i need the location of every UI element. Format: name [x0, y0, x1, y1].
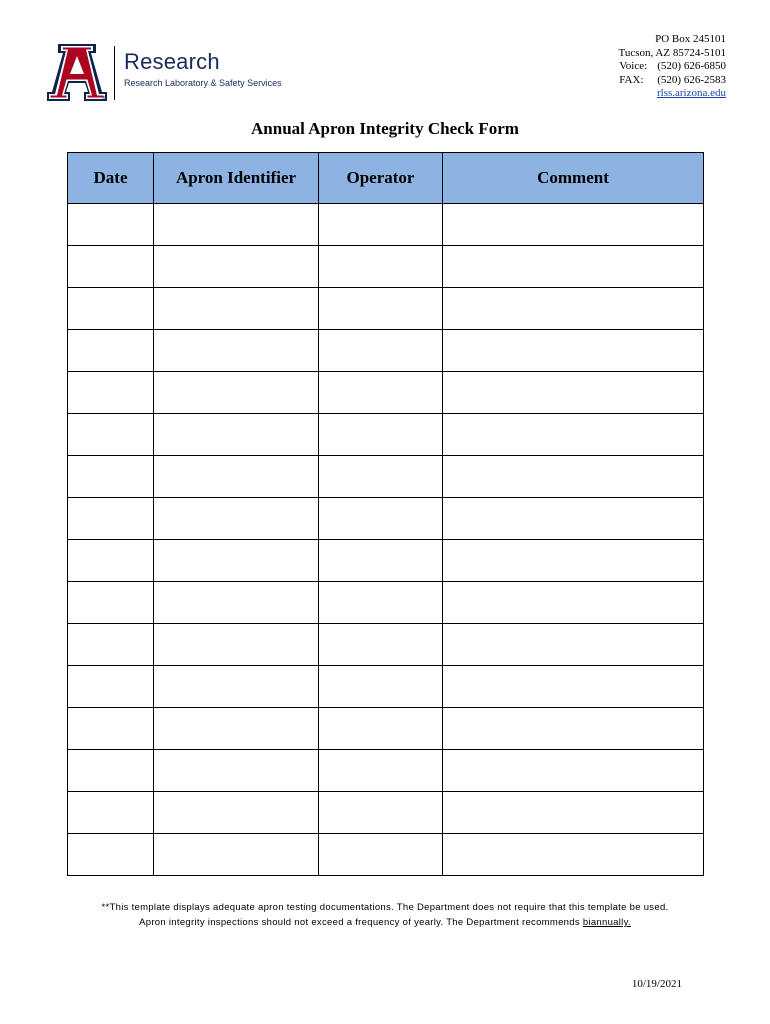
operator-cell[interactable] [319, 246, 443, 288]
table-row [68, 456, 704, 498]
operator-cell[interactable] [319, 666, 443, 708]
date-cell[interactable] [68, 540, 154, 582]
apron-check-table [67, 152, 704, 876]
university-a-logo-icon [44, 44, 110, 102]
column-header-comment: Comment [443, 153, 704, 204]
operator-cell[interactable] [319, 708, 443, 750]
date-cell[interactable] [68, 372, 154, 414]
apron-identifier-cell[interactable] [154, 666, 319, 708]
date-cell[interactable] [68, 414, 154, 456]
fax-label: FAX: [619, 73, 644, 86]
apron-identifier-cell[interactable] [154, 498, 319, 540]
table-row [68, 750, 704, 792]
table-header-row [68, 153, 704, 204]
column-header-date: Date [68, 153, 154, 204]
comment-cell[interactable] [443, 750, 704, 792]
website-link[interactable]: rlss.arizona.edu [656, 87, 726, 99]
footer-note [100, 900, 670, 930]
date-cell[interactable] [68, 750, 154, 792]
brand-subtitle: Research Laboratory & Safety Services [124, 78, 282, 88]
date-cell[interactable] [68, 582, 154, 624]
fax-row [619, 74, 726, 88]
apron-identifier-cell[interactable] [154, 750, 319, 792]
comment-cell[interactable] [443, 498, 704, 540]
comment-cell[interactable] [443, 540, 704, 582]
apron-identifier-cell[interactable] [154, 456, 319, 498]
comment-cell[interactable] [443, 204, 704, 246]
operator-cell[interactable] [319, 582, 443, 624]
date-cell[interactable] [68, 792, 154, 834]
date-cell[interactable] [68, 246, 154, 288]
date-cell[interactable] [68, 498, 154, 540]
apron-identifier-cell[interactable] [154, 330, 319, 372]
table-body [68, 204, 704, 876]
voice-row [619, 60, 726, 74]
date-cell[interactable] [68, 666, 154, 708]
comment-cell[interactable] [443, 792, 704, 834]
apron-identifier-cell[interactable] [154, 246, 319, 288]
comment-cell[interactable] [443, 330, 704, 372]
table-row [68, 414, 704, 456]
comment-cell[interactable] [443, 456, 704, 498]
apron-identifier-cell[interactable] [154, 204, 319, 246]
table-row [68, 372, 704, 414]
comment-cell[interactable] [443, 666, 704, 708]
table-row [68, 498, 704, 540]
table-row [68, 792, 704, 834]
table-row [68, 246, 704, 288]
brand-block [124, 50, 282, 88]
date-cell[interactable] [68, 834, 154, 876]
address-line-2: Tucson, AZ 85724-5101 [618, 46, 726, 59]
apron-identifier-cell[interactable] [154, 708, 319, 750]
table-row [68, 666, 704, 708]
logo-divider [114, 46, 115, 100]
table-row [68, 582, 704, 624]
comment-cell[interactable] [443, 414, 704, 456]
operator-cell[interactable] [319, 330, 443, 372]
table-row [68, 288, 704, 330]
apron-identifier-cell[interactable] [154, 414, 319, 456]
comment-cell[interactable] [443, 834, 704, 876]
comment-cell[interactable] [443, 246, 704, 288]
apron-identifier-cell[interactable] [154, 582, 319, 624]
operator-cell[interactable] [319, 624, 443, 666]
operator-cell[interactable] [319, 288, 443, 330]
brand-name: Research [124, 49, 220, 74]
operator-cell[interactable] [319, 456, 443, 498]
fax-number: (520) 626-2583 [657, 73, 726, 86]
voice-number: (520) 626-6850 [657, 60, 726, 72]
operator-cell[interactable] [319, 834, 443, 876]
operator-cell[interactable] [319, 792, 443, 834]
operator-cell[interactable] [319, 540, 443, 582]
table-row [68, 708, 704, 750]
table-row [68, 330, 704, 372]
apron-identifier-cell[interactable] [154, 540, 319, 582]
date-cell[interactable] [68, 624, 154, 666]
date-cell[interactable] [68, 288, 154, 330]
comment-cell[interactable] [443, 372, 704, 414]
form-title: Annual Apron Integrity Check Form [251, 119, 519, 138]
apron-identifier-cell[interactable] [154, 372, 319, 414]
date-cell[interactable] [68, 204, 154, 246]
table-row [68, 624, 704, 666]
voice-label: Voice: [619, 60, 648, 72]
apron-identifier-cell[interactable] [154, 834, 319, 876]
comment-cell[interactable] [443, 624, 704, 666]
table-row [68, 204, 704, 246]
operator-cell[interactable] [319, 204, 443, 246]
operator-cell[interactable] [319, 498, 443, 540]
apron-identifier-cell[interactable] [154, 792, 319, 834]
apron-identifier-cell[interactable] [154, 624, 319, 666]
document-date: 10/19/2021 [631, 978, 682, 990]
date-cell[interactable] [68, 330, 154, 372]
operator-cell[interactable] [319, 414, 443, 456]
date-cell[interactable] [68, 708, 154, 750]
operator-cell[interactable] [319, 750, 443, 792]
footer-note-emphasis: biannually. [582, 917, 631, 928]
footer-note-text: **This template displays adequate apron testing documentations. The Department does not require that this template be used. Apron integrity inspections should not exceed a frequency of yearly. The Department recommends [101, 902, 669, 928]
table-row [68, 834, 704, 876]
address-line-1: PO Box 245101 [655, 33, 726, 45]
comment-cell[interactable] [443, 288, 704, 330]
svg-text:®: ® [102, 96, 106, 102]
column-header-operator: Operator [319, 153, 443, 204]
comment-cell[interactable] [443, 582, 704, 624]
operator-cell[interactable] [319, 372, 443, 414]
address-block [619, 33, 726, 101]
date-cell[interactable] [68, 456, 154, 498]
table-row [68, 540, 704, 582]
apron-identifier-cell[interactable] [154, 288, 319, 330]
column-header-apron-identifier: Apron Identifier [154, 153, 319, 204]
comment-cell[interactable] [443, 708, 704, 750]
